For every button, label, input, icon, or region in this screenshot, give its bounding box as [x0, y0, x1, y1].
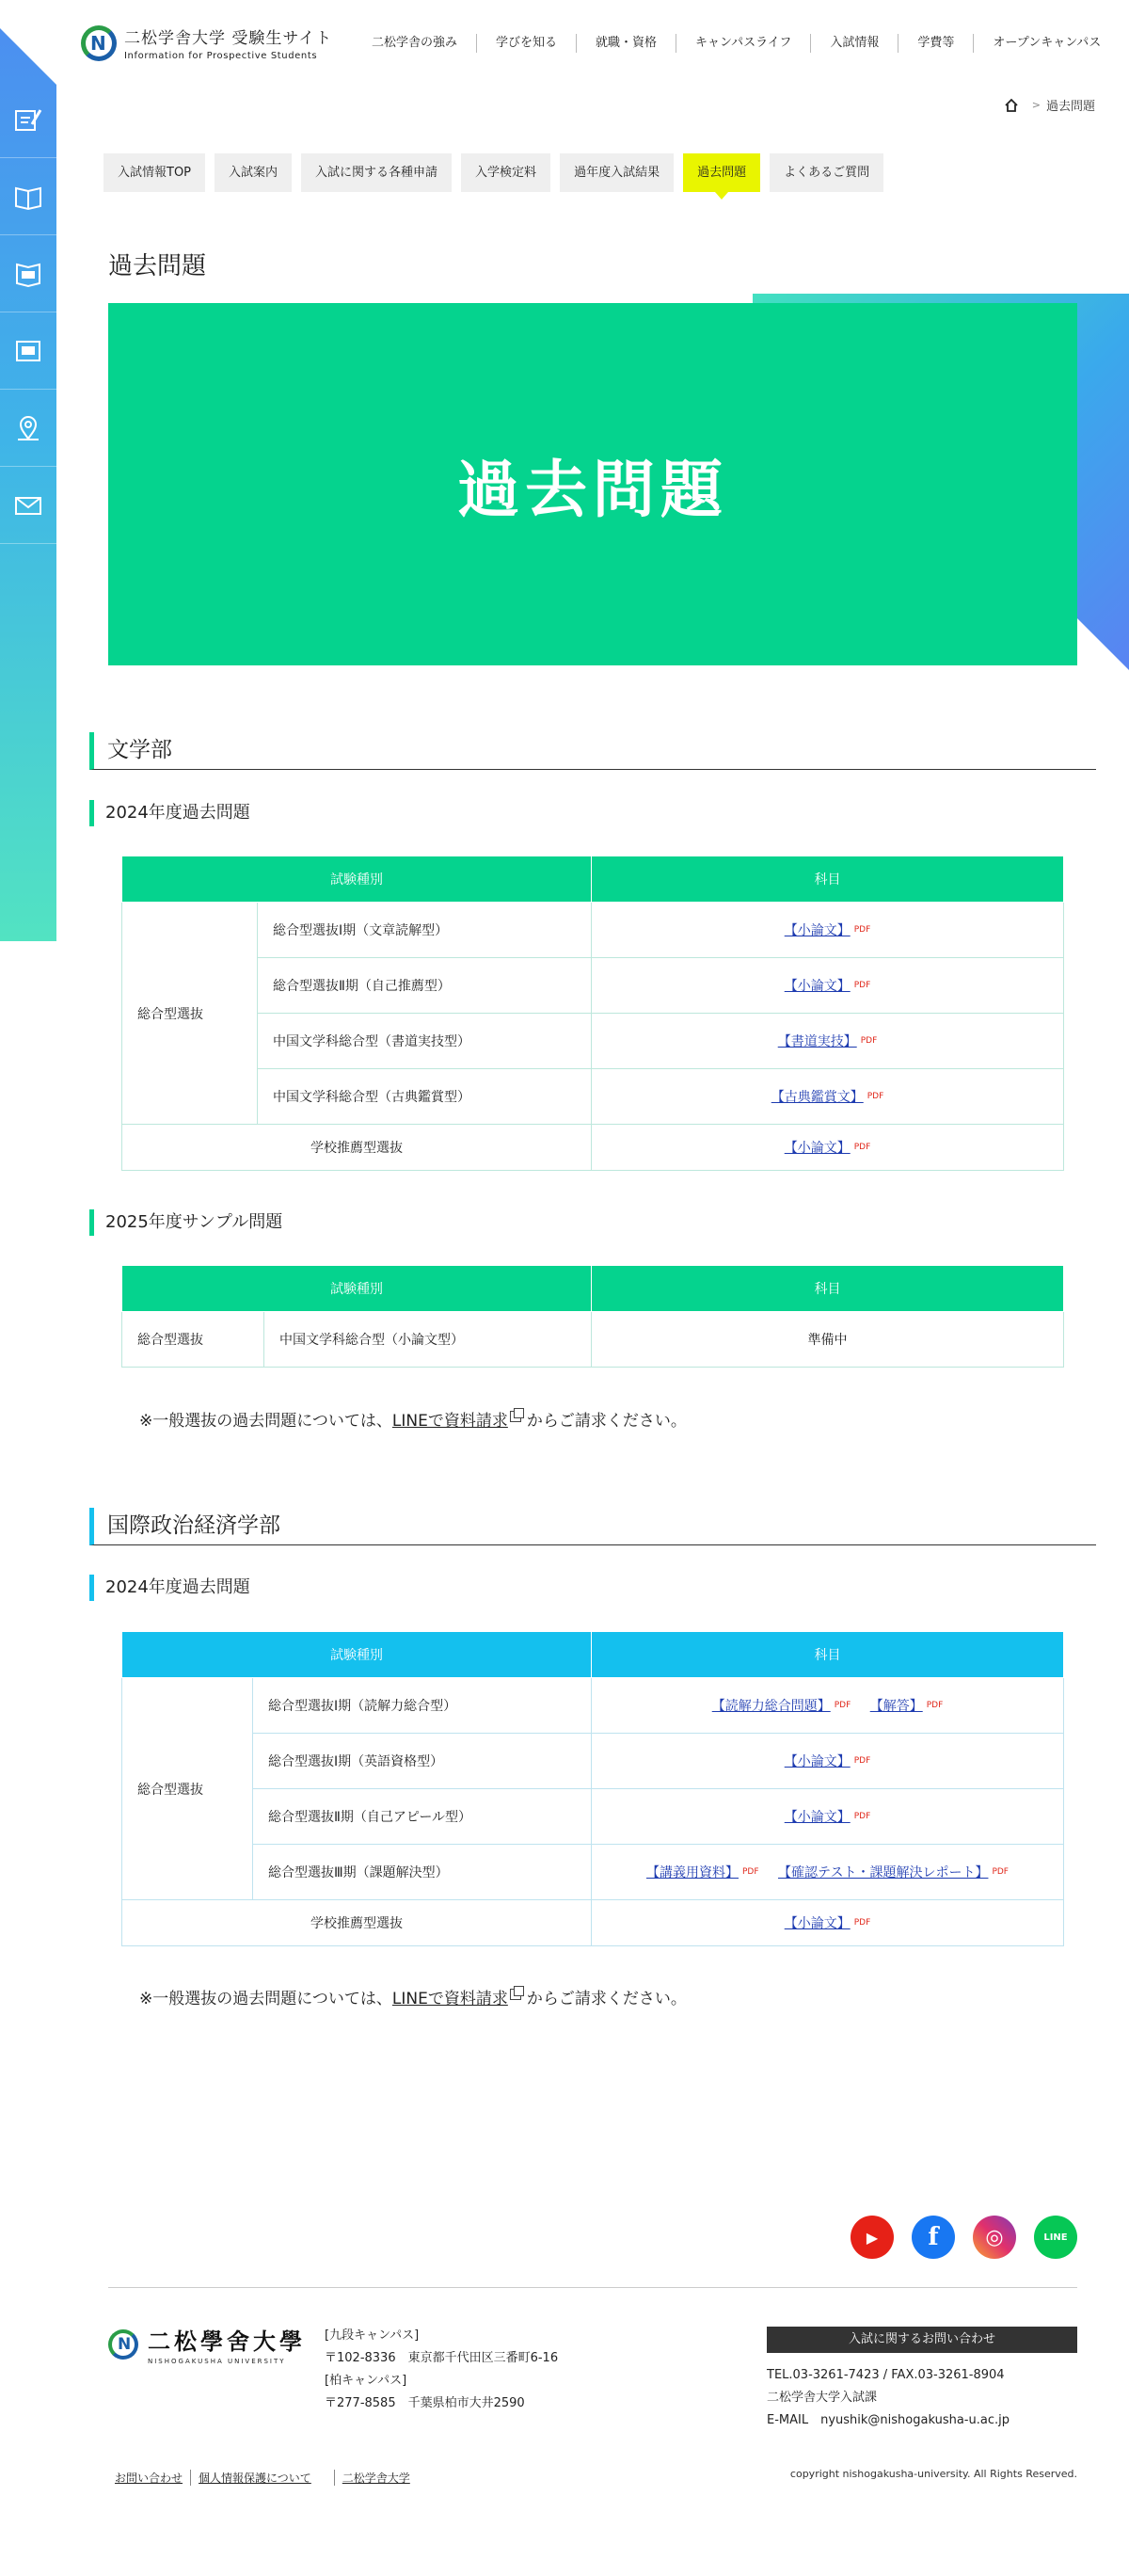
subject-cell	[592, 958, 1064, 1014]
col-subject: 科目	[592, 1632, 1064, 1678]
kudan-campus-label: [九段キャンパス]	[325, 2328, 420, 2343]
line-link[interactable]	[1034, 2216, 1077, 2259]
pdf-icon: PDF	[860, 1036, 878, 1046]
map-pin-icon	[13, 414, 43, 442]
pdf-link[interactable]: 【解答】 PDF	[869, 1699, 944, 1714]
contact-email[interactable]: E-MAIL nyushik@nishogakusha-u.ac.jp	[767, 2413, 1010, 2427]
line-request-link[interactable]: LINEで資料請求	[391, 1990, 508, 2008]
pdf-link[interactable]: 【小論文】 PDF	[784, 1141, 871, 1156]
col-subject: 科目	[592, 856, 1064, 903]
subject-cell	[592, 1734, 1064, 1789]
pdf-icon: PDF	[742, 1867, 759, 1877]
pdf-icon: PDF	[853, 925, 871, 935]
table-row	[122, 1678, 1064, 1734]
apply-icon	[13, 105, 43, 134]
exam-type-cell: 総合型選抜Ⅱ期（自己推薦型）	[258, 958, 592, 1014]
general-exam-note: ※一般選抜の過去問題については、LINEで資料請求 からご請求ください。	[139, 1412, 687, 1431]
nav-career[interactable]: 就職・資格	[576, 34, 676, 53]
pdf-link[interactable]: 【小論文】 PDF	[784, 1810, 871, 1825]
nav-open-campus[interactable]: オープンキャンパス	[973, 34, 1120, 53]
side-brochure-button[interactable]	[0, 235, 56, 312]
nav-learning[interactable]: 学びを知る	[476, 34, 576, 53]
pdf-link[interactable]: 【小論文】 PDF	[784, 923, 871, 938]
pdf-link[interactable]: 【古典鑑賞文】 PDF	[771, 1090, 884, 1105]
header	[0, 0, 1129, 87]
footer-link-privacy[interactable]: 個人情報保護について	[190, 2470, 319, 2486]
pdf-link[interactable]: 【小論文】 PDF	[784, 1916, 871, 1931]
pdf-icon: PDF	[853, 1143, 871, 1152]
tab-admission-guide[interactable]: 入試案内	[215, 153, 292, 192]
table-bungaku-2024	[121, 856, 1064, 1171]
nav-campus-life[interactable]: キャンパスライフ	[676, 34, 810, 53]
pdf-icon: PDF	[853, 1812, 871, 1821]
exam-type-cell: 総合型選抜Ⅱ期（自己アピール型）	[253, 1789, 592, 1845]
subheading-bungaku-2024: 2024年度過去問題	[89, 800, 250, 826]
subject-cell	[592, 1678, 1064, 1734]
nav-admission[interactable]: 入試情報	[810, 34, 898, 53]
subject-cell	[592, 1789, 1064, 1845]
side-contact-button[interactable]	[0, 467, 56, 544]
pdf-link[interactable]: 【小論文】 PDF	[784, 979, 871, 994]
pdf-icon: PDF	[853, 1918, 871, 1928]
footer-link-university[interactable]: 二松学舎大学	[334, 2470, 418, 2486]
book-icon	[13, 183, 43, 211]
col-subject: 科目	[592, 1266, 1064, 1312]
external-link-icon	[510, 1989, 521, 2000]
instagram-icon: ◎	[985, 2225, 1004, 2249]
brochure-icon	[13, 260, 43, 288]
tab-applications[interactable]: 入試に関する各種申請	[301, 153, 452, 192]
exam-type-cell: 中国文学科総合型（古典鑑賞型）	[258, 1069, 592, 1125]
youtube-link[interactable]	[851, 2216, 894, 2259]
subject-cell	[592, 903, 1064, 958]
kashiwa-campus-address: 〒277-8585 千葉県柏市大井2590	[325, 2396, 525, 2410]
subject-cell	[592, 1069, 1064, 1125]
hero-banner	[108, 303, 1077, 665]
table-bungaku-2025	[121, 1265, 1064, 1368]
pdf-link[interactable]: 【確認テスト・課題解決レポート】 PDF	[778, 1865, 1009, 1880]
nav-tuition[interactable]: 学費等	[898, 34, 973, 53]
exam-type-cell: 学校推薦型選抜	[122, 1125, 592, 1171]
table-row	[122, 1900, 1064, 1946]
table-row	[122, 1734, 1064, 1789]
pdf-link[interactable]: 【講義用資料】 PDF	[646, 1865, 759, 1880]
subheading-bungaku-2025: 2025年度サンプル問題	[89, 1209, 282, 1236]
footer-logo-title: 二松學舍大學	[148, 2328, 306, 2355]
table-row	[122, 1789, 1064, 1845]
hero-title: 過去問題	[457, 454, 728, 526]
pdf-icon: PDF	[992, 1867, 1009, 1877]
side-digital-brochure-button[interactable]	[0, 312, 56, 390]
contact-office: 二松学舎大学入試課	[767, 2391, 878, 2405]
contact-tel: TEL.03-3261-7423 / FAX.03-3261-8904	[767, 2368, 1005, 2382]
subject-cell	[592, 1845, 1064, 1900]
side-menu	[0, 28, 56, 941]
exam-type-cell: 中国文学科総合型（小論文型）	[264, 1312, 592, 1368]
facebook-icon: f	[928, 2223, 939, 2251]
pdf-icon: PDF	[867, 1092, 884, 1101]
footer-links	[115, 2470, 418, 2486]
breadcrumb	[1004, 96, 1095, 114]
tab-past-results[interactable]: 過年度入試結果	[560, 153, 674, 192]
exam-type-cell: 総合型選抜Ⅰ期（文章読解型）	[258, 903, 592, 958]
kudan-campus-address: 〒102-8336 東京都千代田区三番町6-16	[325, 2351, 559, 2365]
side-access-button[interactable]	[0, 390, 56, 467]
subject-cell: 準備中	[592, 1312, 1064, 1368]
breadcrumb-current: 過去問題	[1045, 100, 1095, 114]
footer-logo-subtitle: NISHOGAKUSHA UNIVERSITY	[148, 2358, 286, 2365]
site-logo[interactable]	[81, 24, 332, 61]
subject-cell	[592, 1900, 1064, 1946]
breadcrumb-separator-icon: >	[1031, 99, 1041, 111]
footer-divider	[108, 2287, 1077, 2288]
table-row	[122, 903, 1064, 958]
group-cell: 総合型選抜	[122, 903, 258, 1125]
table-row	[122, 1014, 1064, 1069]
subheading-kokusai-2024: 2024年度過去問題	[89, 1575, 250, 1601]
campus-addresses	[325, 2325, 558, 2415]
line-icon: LINE	[1043, 2232, 1068, 2243]
side-learning-button[interactable]	[0, 158, 56, 235]
subject-cell	[592, 1014, 1064, 1069]
logo-subtitle: Information for Prospective Students	[124, 51, 318, 61]
university-logo-icon: N	[81, 25, 117, 61]
table-row	[122, 1312, 1064, 1368]
col-exam-type: 試験種別	[122, 1632, 592, 1678]
group-cell: 総合型選抜	[122, 1312, 264, 1368]
tab-exam-fee[interactable]: 入学検定料	[461, 153, 550, 192]
col-exam-type: 試験種別	[122, 1266, 592, 1312]
footer-logo[interactable]	[108, 2323, 306, 2365]
university-logo-icon: N	[108, 2329, 138, 2360]
facebook-link[interactable]	[912, 2216, 955, 2259]
pdf-icon: PDF	[926, 1701, 944, 1710]
contact-info	[767, 2364, 1010, 2432]
pdf-link[interactable]: 【読解力総合問題】 PDF	[711, 1699, 851, 1714]
line-request-link[interactable]: LINEで資料請求	[391, 1412, 508, 1431]
contact-heading: 入試に関するお問い合わせ	[767, 2327, 1077, 2353]
logo-title: 二松学舎大学 受験生サイト	[124, 29, 333, 48]
table-row	[122, 1845, 1064, 1900]
external-link-icon	[510, 1411, 521, 1422]
admission-tabs	[103, 153, 893, 192]
global-nav	[353, 34, 1120, 53]
tab-past-exams[interactable]: 過去問題	[683, 153, 760, 192]
pdf-icon: PDF	[834, 1701, 851, 1710]
pdf-link[interactable]: 【書道実技】 PDF	[777, 1034, 878, 1049]
section-heading-bungaku: 文学部	[89, 732, 1096, 770]
subject-cell	[592, 1125, 1064, 1171]
kashiwa-campus-label: [柏キャンパス]	[325, 2374, 407, 2388]
instagram-link[interactable]	[973, 2216, 1016, 2259]
exam-type-cell: 総合型選抜Ⅲ期（課題解決型）	[253, 1845, 592, 1900]
exam-type-cell: 総合型選抜Ⅰ期（読解力総合型）	[253, 1678, 592, 1734]
table-row	[122, 1069, 1064, 1125]
nav-strengths[interactable]: 二松学舎の強み	[372, 36, 458, 50]
table-row	[122, 1125, 1064, 1171]
tab-faq[interactable]: よくあるご質問	[770, 153, 883, 192]
table-kokusai-2024	[121, 1631, 1064, 1946]
pdf-link[interactable]: 【小論文】 PDF	[784, 1754, 871, 1769]
footer-link-contact[interactable]: お問い合わせ	[115, 2472, 183, 2485]
digital-brochure-icon	[13, 337, 43, 365]
page-title: 過去問題	[108, 252, 207, 280]
copyright: copyright nishogakusha-university. All Rights Reserved.	[789, 2468, 1077, 2480]
group-cell: 総合型選抜	[122, 1678, 253, 1900]
exam-type-cell: 中国文学科総合型（書道実技型）	[258, 1014, 592, 1069]
home-icon[interactable]	[1004, 98, 1019, 113]
youtube-icon: ▶	[866, 2228, 879, 2247]
pdf-icon: PDF	[853, 1756, 871, 1766]
general-exam-note: ※一般選抜の過去問題については、LINEで資料請求 からご請求ください。	[139, 1990, 687, 2008]
tab-admission-top[interactable]: 入試情報TOP	[103, 153, 205, 192]
section-heading-kokusai: 国際政治経済学部	[89, 1508, 1096, 1545]
exam-type-cell: 総合型選抜Ⅰ期（英語資格型）	[253, 1734, 592, 1789]
table-row	[122, 958, 1064, 1014]
col-exam-type: 試験種別	[122, 856, 592, 903]
pdf-icon: PDF	[853, 981, 871, 990]
exam-type-cell: 学校推薦型選抜	[122, 1900, 592, 1946]
side-apply-button[interactable]	[0, 81, 56, 158]
mail-icon	[13, 491, 43, 520]
